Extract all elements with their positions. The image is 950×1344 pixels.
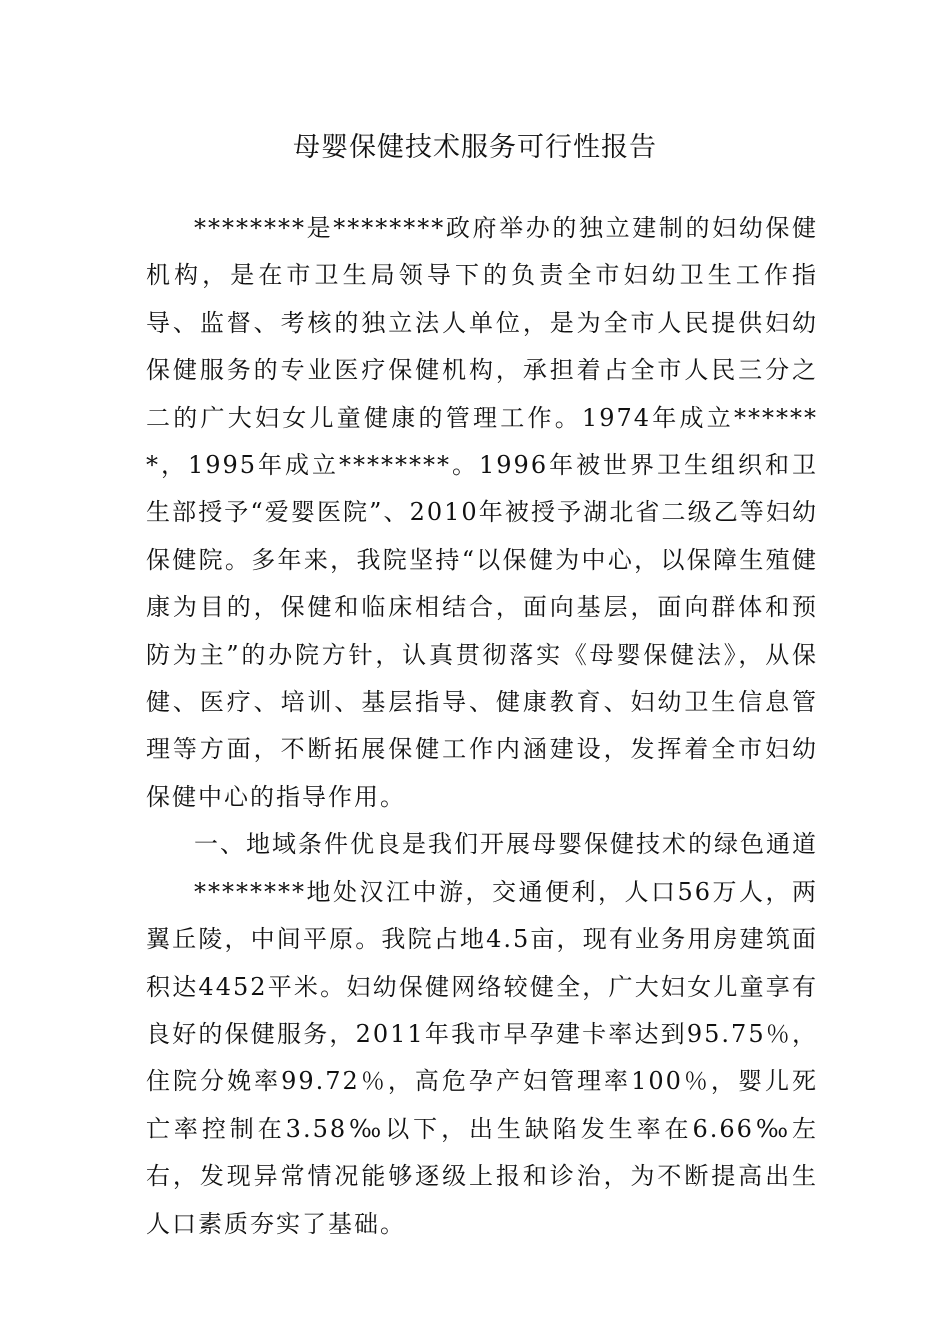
document-body [146, 205, 818, 1248]
section-heading-1: 一、地域条件优良是我们开展母婴保健技术的绿色通道 [194, 830, 818, 859]
document-title: 母婴保健技术服务可行性报告 [293, 132, 657, 163]
section-paragraph-1: ********地处汉江中游，交通便利，人口56万人，两翼丘陵，中间平原。我院占地4.5亩，现有业务用房建筑面积达4452平米。妇幼保健网络较健全，广大妇女儿童享有良好的保健服务，2011年我市早孕建卡率达到95.75％，住院分娩率99.72％，高危孕产妇管理率100％，婴儿死亡率控制在3.58‰以下，出生缺陷发生率在6.66‰左右，发现异常情况能够逐级上报和诊治，为不断提高出生人口素质夯实了基础。 [146, 877, 818, 1238]
intro-paragraph: ********是********政府举办的独立建制的妇幼保健机构，是在市卫生局领导下的负责全市妇幼卫生工作指导、监督、考核的独立法人单位，是为全市人民提供妇幼保健服务的专业医疗保健机构，承担着占全市人民三分之二的广大妇女儿童健康的管理工作。1974年成立*******，1995年成立********。1996年被世界卫生组织和卫生部授予“爱婴医院”、2010年被授予湖北省二级乙等妇幼保健院。多年来，我院坚持“以保健为中心，以保障生殖健康为目的，保健和临床相结合，面向基层，面向群体和预防为主”的办院方针，认真贯彻落实《母婴保健法》，从保健、医疗、培训、基层指导、健康教育、妇幼卫生信息管理等方面，不断拓展保健工作内涵建设，发挥着全市妇幼保健中心的指导作用。 [146, 214, 818, 811]
